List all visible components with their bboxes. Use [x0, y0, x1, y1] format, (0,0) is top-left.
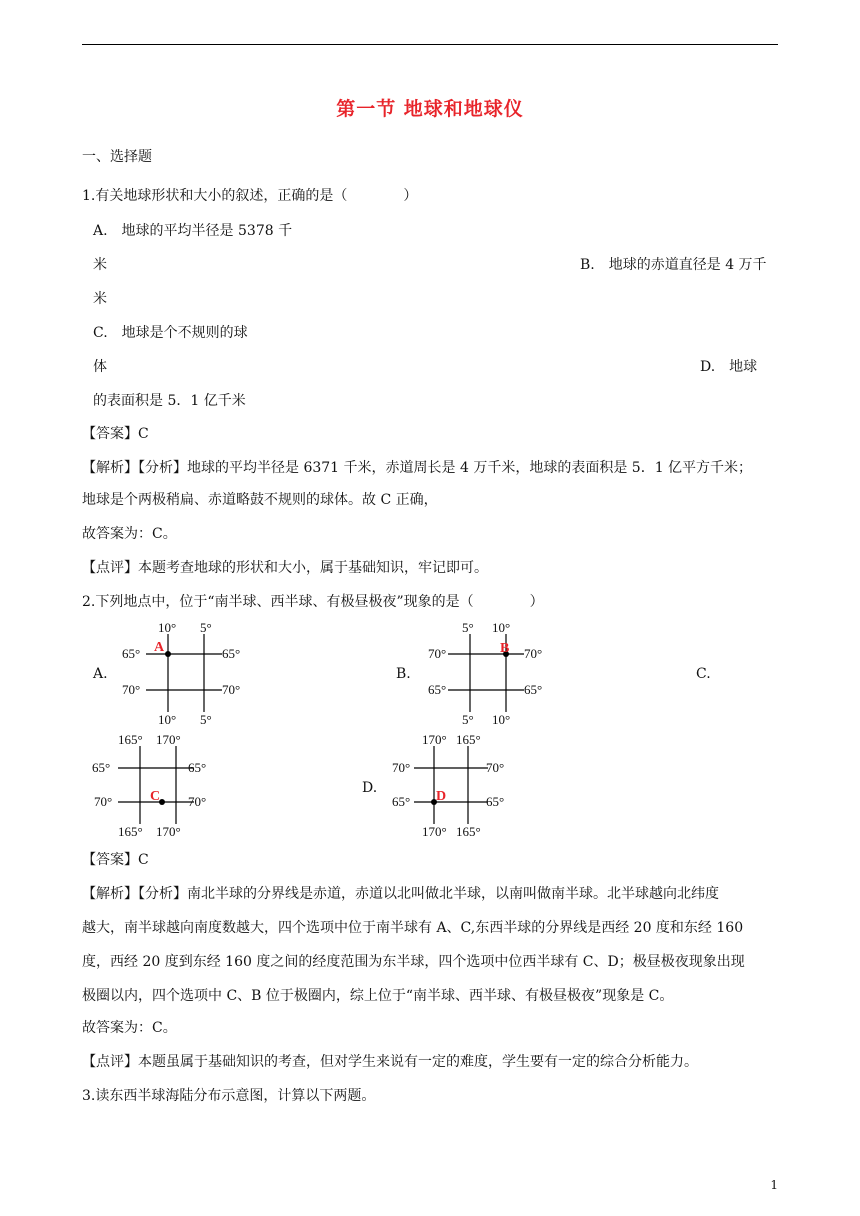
q1-analysis: 【解析】【分析】地球的平均半径是 6371 千米，赤道周长是 4 万千米，地球的表面积是 5．1 亿平方千米； — [82, 460, 753, 476]
grid-d-top-left: 170° — [422, 732, 447, 747]
grid-c-right-bottom: 70° — [188, 794, 207, 809]
q1-option-b: B. 地球的赤道直径是 4 万千 — [580, 257, 767, 273]
section-heading: 一、选择题 — [82, 149, 152, 165]
q1-option-d: D. 地球 — [700, 359, 758, 375]
q2-option-a-label: A. — [93, 666, 108, 682]
page-number: 1 — [770, 1178, 778, 1192]
q1-option-a: A. 地球的平均半径是 5378 千 — [93, 223, 293, 239]
grid-d-left-top: 70° — [392, 760, 411, 775]
grid-d-right-top: 70° — [486, 760, 505, 775]
grid-b-top-right: 10° — [492, 620, 511, 635]
grid-d-left-bottom: 65° — [392, 794, 411, 809]
grid-a-top-left: 10° — [158, 620, 177, 635]
q2-option-d-label: D. — [362, 780, 378, 796]
grid-a-right-top: 65° — [222, 646, 241, 661]
grid-b-bottom-right: 10° — [492, 712, 511, 727]
grid-figure-c — [90, 732, 222, 840]
grid-b-point-label: B — [500, 641, 510, 656]
grid-b-top-left: 5° — [462, 620, 474, 635]
grid-c-left-top: 65° — [92, 760, 111, 775]
q1-option-a-cont: 米 — [93, 257, 107, 273]
grid-a-left-bottom: 70° — [122, 682, 141, 697]
q1-final-answer: 故答案为：C。 — [82, 526, 177, 542]
grid-a-point-marker — [165, 651, 171, 657]
q1-stem: 1.有关地球形状和大小的叙述，正确的是（ ） — [82, 188, 418, 204]
grid-b-right-top: 70° — [524, 646, 543, 661]
grid-figure-d — [390, 732, 522, 840]
grid-b-bottom-left: 5° — [462, 712, 474, 727]
q2-stem: 2.下列地点中，位于“南半球、西半球、有极昼极夜”现象的是（ ） — [82, 594, 544, 610]
grid-c-point-label: C — [150, 789, 161, 804]
grid-c-bottom-right: 170° — [156, 824, 181, 839]
q2-analysis-line3: 度，西经 20 度到东经 160 度之间的经度范围为东半球，四个选项中位西半球有 C、D；极昼极夜现象出现 — [82, 954, 745, 970]
q1-comment: 【点评】本题考查地球的形状和大小，属于基础知识，牢记即可。 — [82, 560, 488, 576]
q1-analysis-line2: 地球是个两极稍扁、赤道略鼓不规则的球体。故 C 正确， — [82, 492, 438, 508]
grid-a-point-label: A — [154, 640, 165, 655]
grid-d-top-right: 165° — [456, 732, 481, 747]
grid-b-right-bottom: 65° — [524, 682, 543, 697]
grid-a-top-right: 5° — [200, 620, 212, 635]
grid-a-left-top: 65° — [122, 646, 141, 661]
grid-d-bottom-left: 170° — [422, 824, 447, 839]
q2-final-answer: 故答案为：C。 — [82, 1020, 177, 1036]
q3-stem: 3.读东西半球海陆分布示意图，计算以下两题。 — [82, 1088, 376, 1104]
grid-c-right-top: 65° — [188, 760, 207, 775]
q2-analysis-line2: 越大，南半球越向南度数越大，四个选项中位于南半球有 A、C,东西半球的分界线是西经 20 度和东经 160 — [82, 920, 744, 936]
grid-figure-b — [420, 620, 552, 728]
grid-b-left-top: 70° — [428, 646, 447, 661]
q1-option-c-cont: 体 — [93, 359, 107, 375]
grid-d-right-bottom: 65° — [486, 794, 505, 809]
grid-a-bottom-left: 10° — [158, 712, 177, 727]
grid-a-bottom-right: 5° — [200, 712, 212, 727]
q2-analysis: 【解析】【分析】南北半球的分界线是赤道，赤道以北叫做北半球，以南叫做南半球。北半球越向北纬度 — [82, 886, 719, 902]
q1-answer: 【答案】C — [82, 426, 149, 442]
grid-c-bottom-left: 165° — [118, 824, 143, 839]
q2-analysis-line4: 极圈以内，四个选项中 C、B 位于极圈内，综上位于“南半球、西半球、有极昼极夜”现象是 C。 — [82, 988, 674, 1004]
q2-comment: 【点评】本题虽属于基础知识的考查，但对学生来说有一定的难度，学生要有一定的综合分析能力。 — [82, 1054, 698, 1070]
grid-d-point-label: D — [436, 789, 447, 804]
grid-a-right-bottom: 70° — [222, 682, 241, 697]
q2-option-c-label: C. — [696, 666, 711, 682]
grid-c-top-left: 165° — [118, 732, 143, 747]
grid-d-bottom-right: 165° — [456, 824, 481, 839]
grid-c-top-right: 170° — [156, 732, 181, 747]
page-title: 第一节 地球和地球仪 — [336, 98, 524, 120]
q1-option-b-cont: 米 — [93, 291, 107, 307]
q2-answer: 【答案】C — [82, 852, 149, 868]
grid-figure-a — [118, 620, 250, 728]
q2-option-b-label: B. — [396, 666, 411, 682]
header-rule — [82, 44, 778, 45]
grid-b-left-bottom: 65° — [428, 682, 447, 697]
q1-option-d-cont: 的表面积是 5．1 亿千米 — [93, 393, 246, 409]
q1-option-c: C. 地球是个不规则的球 — [93, 325, 248, 341]
grid-c-left-bottom: 70° — [94, 794, 113, 809]
